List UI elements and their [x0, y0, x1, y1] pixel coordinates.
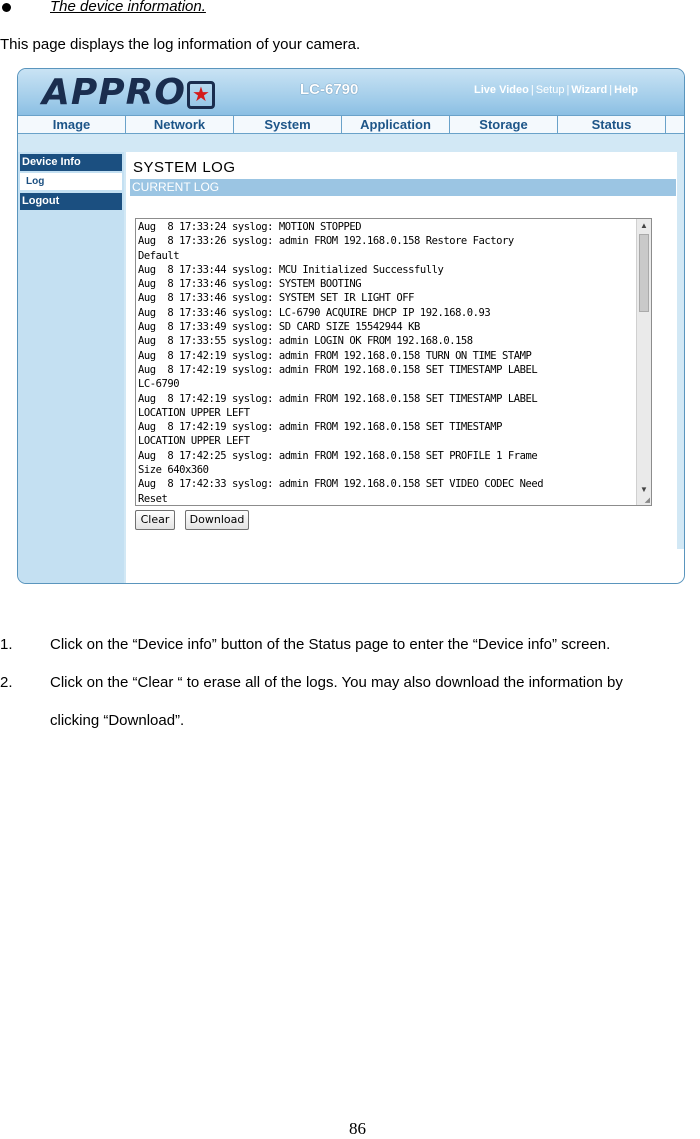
log-line: Aug 8 17:33:24 syslog: MOTION STOPPED: [138, 221, 362, 233]
clear-button[interactable]: Clear: [135, 510, 175, 530]
log-line: Aug 8 17:33:46 syslog: SYSTEM SET IR LIGHT OFF: [138, 292, 414, 305]
log-line: LOCATION UPPER LEFT: [138, 406, 250, 419]
nav-image[interactable]: Image: [18, 116, 126, 133]
log-line: Aug 8 17:33:49 syslog: SD CARD SIZE 15542944 KB: [138, 321, 420, 334]
logo-star-box: [187, 81, 215, 109]
sidebar: [18, 152, 124, 583]
help-link[interactable]: Help: [614, 84, 638, 96]
bullet-icon: [2, 3, 11, 12]
nav-system[interactable]: System: [234, 116, 342, 133]
log-line: Aug 8 17:33:55 syslog: admin LOGIN OK FROM 192.168.0.158: [138, 335, 473, 348]
wizard-link[interactable]: Wizard: [571, 84, 608, 96]
log-line: Aug 8 17:42:25 syslog: admin FROM 192.168.0.158 SET PROFILE 1 Frame: [138, 449, 538, 462]
section-header: CURRENT LOG: [130, 179, 676, 196]
step-number: 1.: [0, 636, 13, 653]
content-footer-area: [126, 549, 684, 583]
page-number: 86: [349, 1119, 366, 1138]
main-nav: [18, 115, 684, 134]
log-lines: [138, 220, 631, 506]
step-text: Click on the “Device info” button of the Status page to enter the “Device info” screen.: [50, 636, 611, 653]
log-textarea[interactable]: [135, 218, 652, 506]
camera-screenshot: [17, 68, 685, 584]
download-button[interactable]: Download: [185, 510, 249, 530]
step-2-continuation: clicking “Download”.: [50, 712, 185, 729]
intro-text: This page displays the log information of your camera.: [0, 36, 361, 53]
log-line: Default: [138, 249, 180, 262]
content-panel: [126, 152, 677, 549]
setup-link[interactable]: Setup: [535, 84, 565, 96]
log-line: Aug 8 17:42:19 syslog: admin FROM 192.168.0.158 SET TIMESTAMP LABEL: [138, 392, 538, 405]
sidebar-item-log[interactable]: Log: [20, 173, 122, 190]
logo-text: APPRO: [42, 72, 186, 113]
log-line: Aug 8 17:42:19 syslog: admin FROM 192.168.0.158 SET TIMESTAMP: [138, 421, 503, 434]
nav-application[interactable]: Application: [342, 116, 450, 133]
brand-logo: [42, 74, 215, 112]
sidebar-item-device-info[interactable]: Device Info: [20, 154, 122, 171]
camera-header: [18, 69, 684, 115]
scroll-thumb[interactable]: [639, 234, 649, 312]
nav-network[interactable]: Network: [126, 116, 234, 133]
log-line: Aug 8 17:33:26 syslog: admin FROM 192.168.0.158 Restore Factory: [138, 235, 514, 248]
scroll-down-icon[interactable]: ▼: [640, 485, 648, 494]
nav-status[interactable]: Status: [558, 116, 666, 133]
log-line: Aug 8 17:33:44 syslog: MCU Initialized Successfully: [138, 263, 444, 276]
log-line: Reset: [138, 492, 168, 505]
log-line: Aug 8 17:42:19 syslog: admin FROM 192.168.0.158 TURN ON TIME STAMP: [138, 349, 532, 362]
log-line: LOCATION UPPER LEFT: [138, 435, 250, 448]
scroll-up-icon[interactable]: ▲: [640, 221, 648, 230]
star-icon: ★: [192, 84, 210, 106]
nav-storage[interactable]: Storage: [450, 116, 558, 133]
log-line: Aug 8 17:42:19 syslog: admin FROM 192.168.0.158 SET TIMESTAMP LABEL: [138, 363, 538, 376]
log-line: Size 640x360: [138, 464, 209, 477]
log-line: Aug 8 17:33:46 syslog: LC-6790 ACQUIRE DHCP IP 192.168.0.93: [138, 306, 491, 319]
live-video-link[interactable]: Live Video: [474, 84, 529, 96]
resize-grip-icon[interactable]: ◢: [644, 497, 650, 504]
step-number: 2.: [0, 674, 13, 691]
top-links: Live Video | Setup | Wizard | Help: [474, 84, 638, 96]
sidebar-item-logout[interactable]: Logout: [20, 193, 122, 210]
page-title: SYSTEM LOG: [133, 159, 236, 176]
log-line: Aug 8 17:42:33 syslog: admin FROM 192.168.0.158 SET VIDEO CODEC Need: [138, 478, 544, 491]
step-text: Click on the “Clear “ to erase all of the logs. You may also download the information by: [50, 674, 623, 691]
section-heading: The device information.: [50, 0, 206, 15]
log-line: Aug 8 17:33:46 syslog: SYSTEM BOOTING: [138, 278, 362, 291]
log-line: LC-6790: [138, 378, 180, 391]
model-name: LC-6790: [300, 81, 359, 98]
log-scrollbar[interactable]: [636, 219, 651, 505]
